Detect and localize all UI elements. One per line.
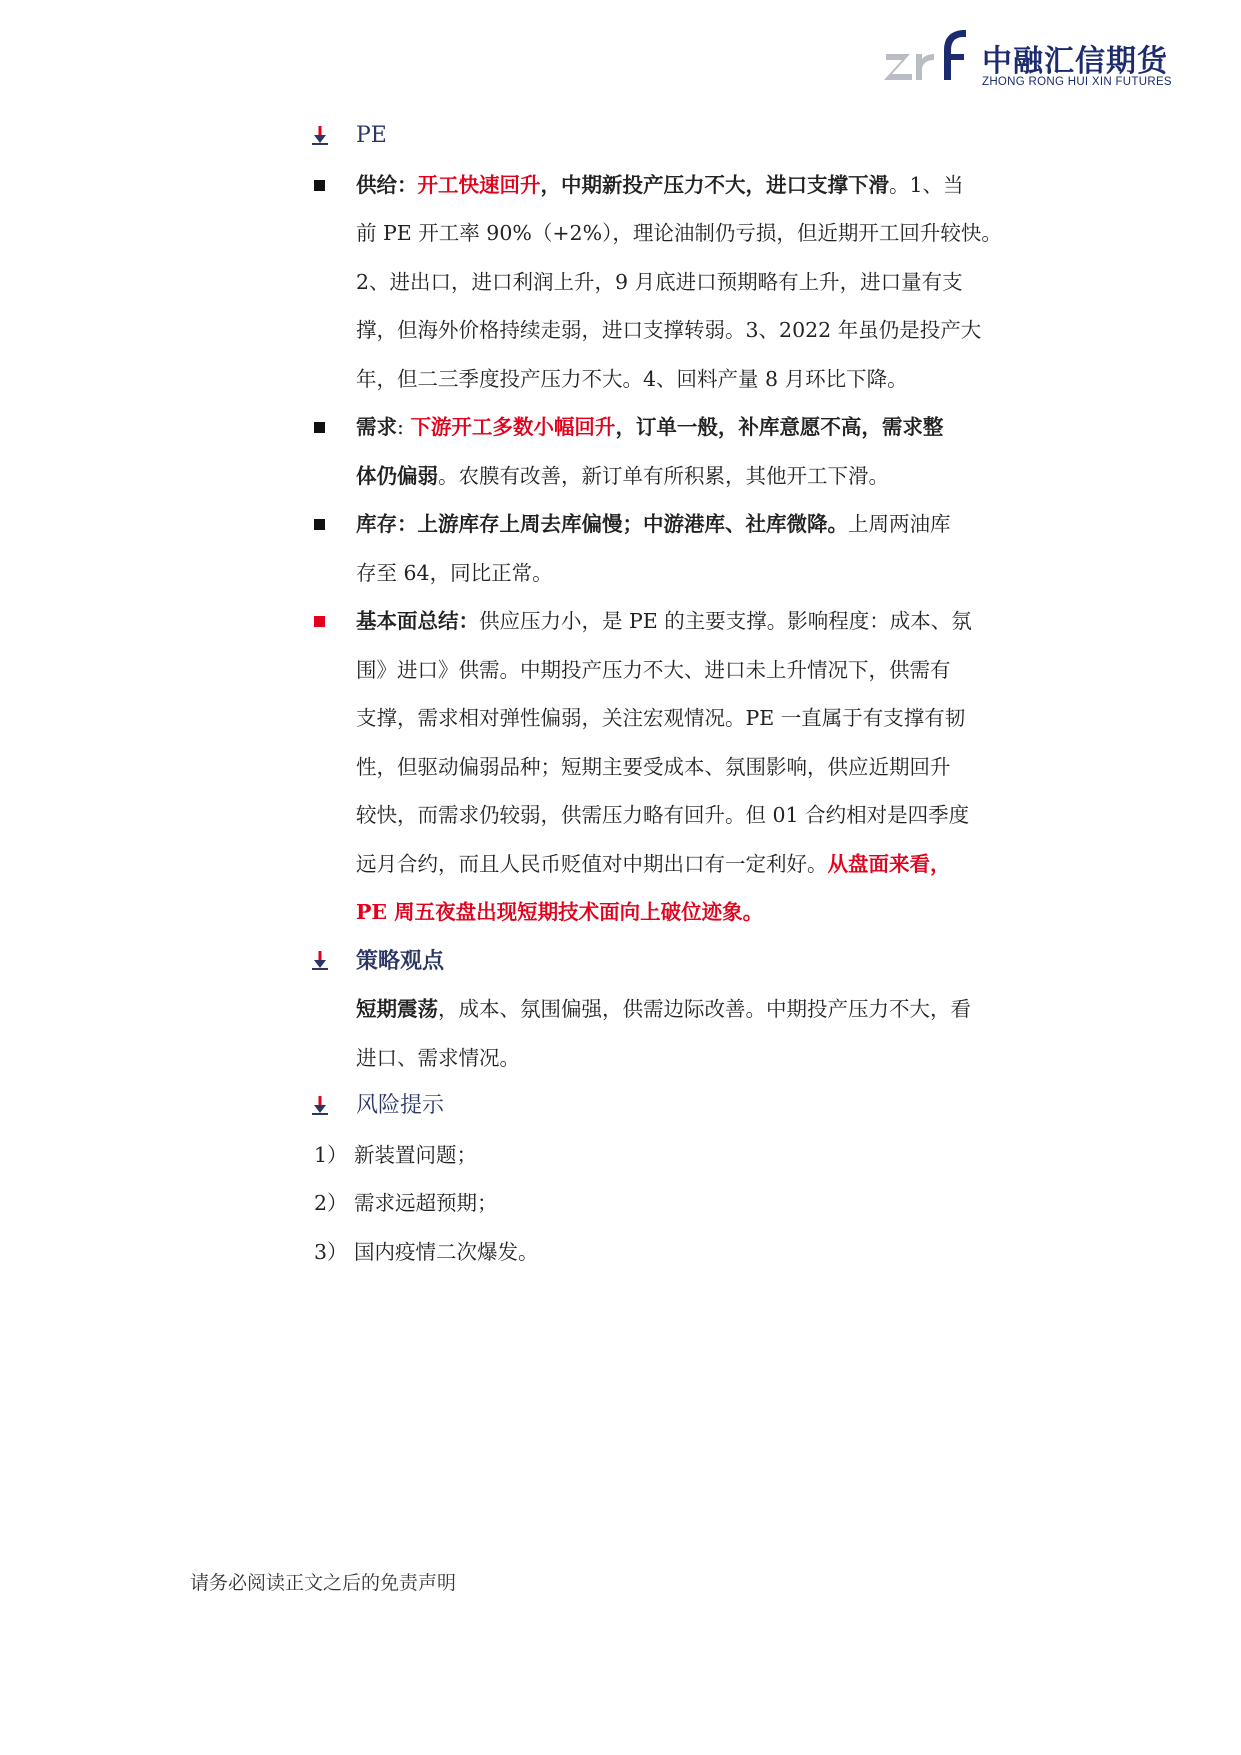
- demand-paragraph: [356, 403, 1040, 500]
- supply-line2: 前 PE 开工率 90%（+2%），理论油制仍亏损，但近期开工回升较快。: [356, 221, 1002, 245]
- arrow-bullet-icon: [312, 1096, 328, 1116]
- summary-line6-red: 从盘面来看，: [827, 851, 951, 876]
- supply-line4: 撑，但海外价格持续走弱，进口支撑转弱。3、2022 年虽仍是投产大: [356, 318, 982, 342]
- inventory-highlight-bold: 上游库存上周去库偏慢；中游港库、社库微降。: [417, 512, 848, 536]
- disclaimer-footer: 请务必阅读正文之后的免责声明: [190, 1572, 457, 1594]
- demand-highlight-bold: ，订单一般，补库意愿不高，需求整: [615, 415, 944, 439]
- list-item-number: 2）: [314, 1191, 348, 1215]
- demand-highlight-red: 下游开工多数小幅回升: [410, 415, 616, 439]
- square-bullet-icon: [314, 616, 325, 627]
- demand-line2-tail: 。农膜有改善，新订单有所积累，其他开工下滑。: [438, 463, 889, 488]
- square-bullet-icon: [314, 180, 325, 191]
- summary-line2: 围》进口》供需。中期投产压力不大、进口未上升情况下，供需有: [356, 657, 951, 682]
- risk-section: [314, 1082, 1040, 1276]
- supply-label: 供给：: [356, 172, 418, 197]
- list-item-text: 新装置问题；: [354, 1142, 477, 1167]
- summary-line7-red: PE 周五夜盘出现短期技术面向上破位迹象。: [356, 900, 764, 924]
- strategy-line1-bold: 短期震荡: [356, 997, 438, 1021]
- summary-paragraph: [356, 597, 1040, 937]
- pe-section: [356, 112, 1040, 161]
- supply-line1-tail: 。1、当: [889, 172, 964, 197]
- supply-paragraph: [356, 161, 1040, 404]
- list-item-number: 1）: [314, 1142, 348, 1167]
- demand-colon: :: [397, 415, 411, 439]
- risk-heading: 风险提示: [356, 1093, 445, 1118]
- supply-highlight-bold: ，中期新投产压力不大，进口支撑下滑: [540, 172, 889, 197]
- list-item-number: 3）: [314, 1239, 348, 1264]
- summary-line1-tail: 供应压力小，是 PE 的主要支撑。影响程度：成本、氛: [479, 609, 972, 633]
- logo-name-cn: 中融汇信期货: [982, 44, 1168, 79]
- inventory-line1-tail: 上周两油库: [848, 512, 951, 536]
- square-bullet-icon: [314, 519, 325, 530]
- list-item: [314, 1131, 1040, 1180]
- arrow-bullet-icon: [312, 951, 328, 971]
- logo-name-en: ZHONG RONG HUI XIN FUTURES: [982, 76, 1172, 88]
- demand-label: 需求: [356, 415, 397, 439]
- pe-heading: PE: [356, 123, 387, 148]
- report-body: [314, 112, 1040, 1276]
- strategy-line1-tail: ，成本、氛围偏强，供需边际改善。中期投产压力不大，看: [438, 997, 971, 1021]
- strategy-heading: 策略观点: [356, 947, 445, 974]
- arrow-bullet-icon: [312, 126, 328, 146]
- list-item-text: 需求远超预期；: [354, 1191, 498, 1215]
- list-item: [314, 1228, 1040, 1277]
- risk-list: [314, 1131, 1040, 1277]
- strategy-line2: 进口、需求情况。: [356, 1045, 520, 1070]
- summary-line4: 性，但驱动偏弱品种；短期主要受成本、氛围影响，供应近期回升: [356, 754, 951, 779]
- demand-line2-bold: 体仍偏弱: [356, 463, 438, 488]
- supply-highlight-red: 开工快速回升: [417, 172, 541, 197]
- inventory-line2: 存至 64，同比正常。: [356, 560, 553, 585]
- list-item-text: 国内疫情二次爆发。: [354, 1239, 539, 1264]
- square-bullet-icon: [314, 422, 325, 433]
- summary-line3: 支撑，需求相对弹性偏弱，关注宏观情况。PE 一直属于有支撑有韧: [356, 706, 966, 730]
- supply-line5: 年，但二三季度投产压力不大。4、回料产量 8 月环比下降。: [356, 366, 908, 391]
- company-logo: [884, 28, 1184, 94]
- inventory-paragraph: [356, 500, 1040, 597]
- summary-line5: 较快，而需求仍较弱，供需压力略有回升。但 01 合约相对是四季度: [356, 803, 970, 827]
- summary-line6-normal: 远月合约，而且人民币贬值对中期出口有一定利好。: [356, 851, 828, 876]
- zrf-logo-icon: [884, 28, 980, 90]
- strategy-section: [356, 937, 1040, 1083]
- summary-label: 基本面总结：: [356, 609, 479, 633]
- supply-line3: 2、进出口，进口利润上升，9 月底进口预期略有上升，进口量有支: [356, 269, 963, 294]
- inventory-label: 库存：: [356, 512, 418, 536]
- list-item: [314, 1179, 1040, 1228]
